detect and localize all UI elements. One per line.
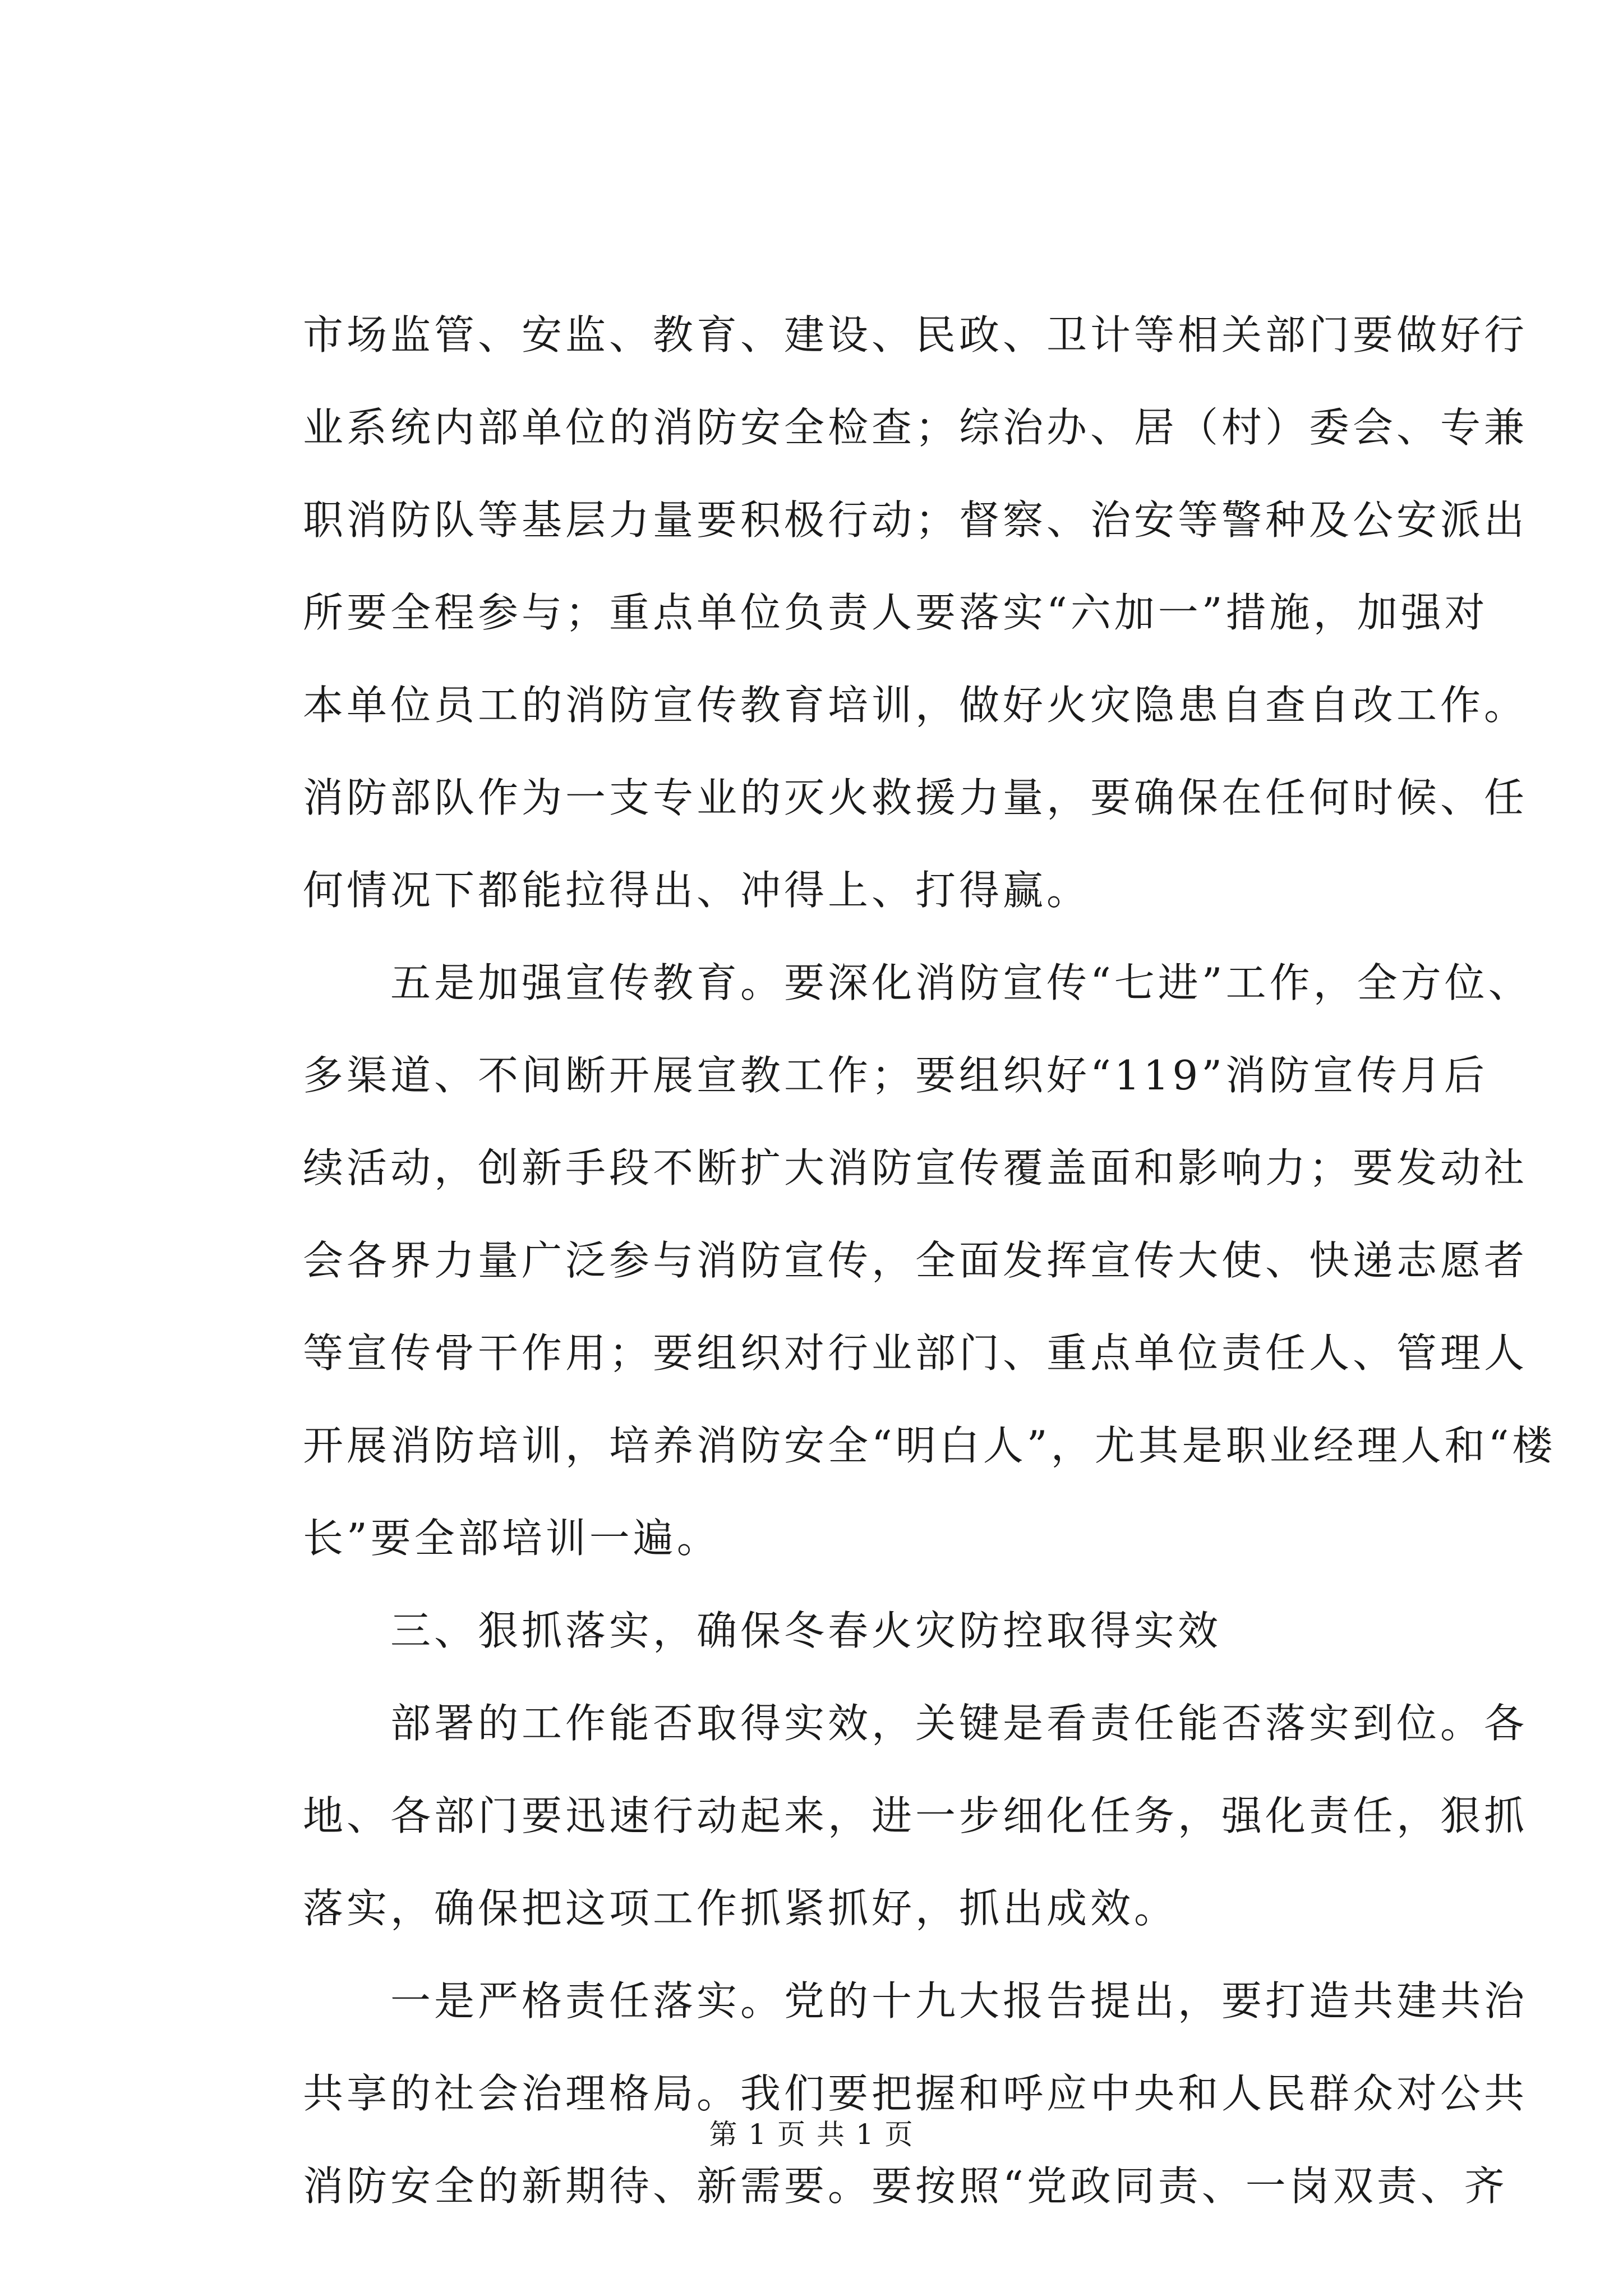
text-line: 部署的工作能否取得实效，关键是看责任能否落实到位。各	[303, 1700, 1528, 1747]
text-line: 开展消防培训，培养消防安全“明白人”，尤其是职业经理人和“楼	[303, 1422, 1556, 1469]
text-line: 业系统内部单位的消防安全检查；综治办、居（村）委会、专兼	[303, 404, 1528, 451]
document-body	[303, 289, 1556, 2233]
text-line: 地、各部门要迅速行动起来，进一步细化任务，强化责任，狠抓	[303, 1792, 1528, 1839]
text-line: 长”要全部培训一遍。	[303, 1515, 721, 1562]
text-line: 会各界力量广泛参与消防宣传，全面发挥宣传大使、快递志愿者	[303, 1237, 1528, 1284]
text-line: 市场监管、安监、教育、建设、民政、卫计等相关部门要做好行	[303, 311, 1528, 358]
page-footer: 第 1 页 共 1 页	[709, 2118, 914, 2151]
text-line: 五是加强宣传教育。要深化消防宣传“七进”工作，全方位、	[303, 959, 1532, 1006]
text-line: 多渠道、不间断开展宣教工作；要组织好“119”消防宣传月后	[303, 1052, 1488, 1099]
text-line: 本单位员工的消防宣传教育培训，做好火灾隐患自查自改工作。	[303, 682, 1528, 729]
text-line: 续活动，创新手段不断扩大消防宣传覆盖面和影响力；要发动社	[303, 1144, 1528, 1191]
text-line: 消防部队作为一支专业的灭火救援力量，要确保在任何时候、任	[303, 774, 1528, 821]
text-line: 一是严格责任落实。党的十九大报告提出，要打造共建共治	[303, 1977, 1528, 2024]
text-line: 等宣传骨干作用；要组织对行业部门、重点单位责任人、管理人	[303, 1329, 1528, 1377]
text-line: 职消防队等基层力量要积极行动；督察、治安等警种及公安派出	[303, 496, 1528, 544]
text-line: 落实，确保把这项工作抓紧抓好，抓出成效。	[303, 1885, 1178, 1932]
text-line: 何情况下都能拉得出、冲得上、打得赢。	[303, 867, 1091, 914]
text-line: 所要全程参与；重点单位负责人要落实“六加一”措施，加强对	[303, 589, 1488, 636]
text-line: 消防安全的新期待、新需要。要按照“党政同责、一岗双责、齐	[303, 2162, 1508, 2210]
section-heading: 三、狠抓落实，确保冬春火灾防控取得实效	[303, 1607, 1222, 1654]
text-line: 共享的社会治理格局。我们要把握和呼应中央和人民群众对公共	[303, 2070, 1528, 2117]
